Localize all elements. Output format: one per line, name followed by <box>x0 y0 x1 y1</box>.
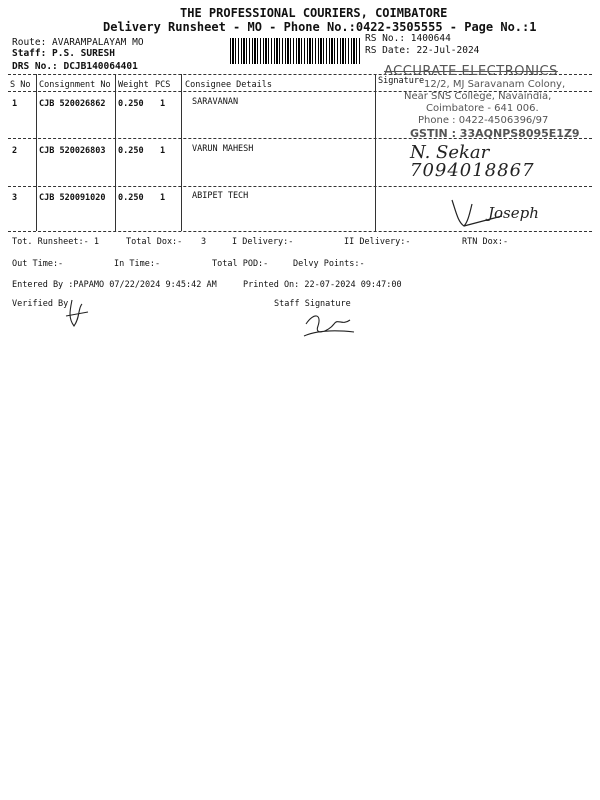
row-consignee: SARAVANAN <box>192 97 239 107</box>
stamp-phone: Phone : 0422-4506396/97 <box>418 115 549 126</box>
drs-number: DRS No.: DCJB140064401 <box>12 61 138 72</box>
column-divider <box>375 74 376 231</box>
header-sno: S No <box>10 80 31 90</box>
ii-delivery: II Delivery:- <box>344 237 411 247</box>
in-time: In Time:- <box>114 259 161 269</box>
column-divider <box>181 74 182 231</box>
delvy-points: Delvy Points:- <box>293 259 365 269</box>
stamp-address-line: Coimbatore - 641 006. <box>426 103 539 114</box>
row-weight: 0.250 <box>118 193 144 203</box>
barcode-image <box>230 38 360 64</box>
row-consignment: CJB 520091020 <box>39 193 106 203</box>
row-consignee: VARUN MAHESH <box>192 144 254 154</box>
rtn-dox: RTN Dox:- <box>462 237 509 247</box>
printed-on: Printed On: 22-07-2024 09:47:00 <box>243 280 402 290</box>
handwritten-signature-text: Joseph <box>488 204 539 222</box>
entered-by: Entered By :PAPAMO 07/22/2024 9:45:42 AM <box>12 280 217 290</box>
company-title: THE PROFESSIONAL COURIERS, COIMBATORE <box>180 6 448 20</box>
row-consignment: CJB 520026803 <box>39 146 106 156</box>
staff-signature-label: Staff Signature <box>274 299 351 309</box>
rs-number: RS No.: 1400644 <box>365 33 451 44</box>
row-sno: 2 <box>12 146 18 156</box>
staff-label: Staff: P.S. SURESH <box>12 48 115 59</box>
handwritten-phone: 7094018867 <box>410 160 535 181</box>
row-pcs: 1 <box>160 99 166 109</box>
total-dox-value: 3 <box>201 237 207 247</box>
verifier-signature <box>58 298 98 330</box>
row-divider <box>8 186 592 187</box>
handwritten-name: N. Sekar <box>410 142 490 163</box>
stamp-address-line: 12/2, MJ Saravanam Colony, <box>424 79 566 90</box>
verified-by: Verified By <box>12 299 69 309</box>
route-label: Route: AVARAMPALAYAM MO <box>12 37 144 48</box>
row-weight: 0.250 <box>118 99 144 109</box>
row-pcs: 1 <box>160 146 166 156</box>
total-pod: Total POD:- <box>212 259 269 269</box>
rs-date: RS Date: 22-Jul-2024 <box>365 45 480 56</box>
runsheet-subtitle: Delivery Runsheet - MO - Phone No.:0422-3505555 - Page No.:1 <box>103 20 537 34</box>
company-stamp <box>384 64 592 144</box>
header-consignee: Consignee Details <box>185 80 272 90</box>
row-sno: 1 <box>12 99 18 109</box>
out-time: Out Time:- <box>12 259 64 269</box>
row-consignment: CJB 520026862 <box>39 99 106 109</box>
stamp-gstin: GSTIN : 33AQNPS8095E1Z9 <box>410 127 580 140</box>
total-dox-label: Total Dox:- <box>126 237 183 247</box>
row-weight: 0.250 <box>118 146 144 156</box>
header-weight: Weight <box>118 80 149 90</box>
staff-signature <box>300 306 360 342</box>
column-divider <box>115 74 116 231</box>
header-pcs: PCS <box>155 80 171 90</box>
row-consignee: ABIPET TECH <box>192 191 249 201</box>
stamp-address-line: Near SNS College, Navaindia, <box>404 91 552 102</box>
row-sno: 3 <box>12 193 18 203</box>
row-pcs: 1 <box>160 193 166 203</box>
i-delivery: I Delivery:- <box>232 237 294 247</box>
header-signature: Signature <box>378 76 425 86</box>
tot-runsheet: Tot. Runsheet:- 1 <box>12 237 99 247</box>
column-divider <box>36 74 37 231</box>
header-consignment: Consignment No <box>39 80 111 90</box>
stamp-company-name: ACCURATE ELECTRONICS <box>384 64 558 79</box>
